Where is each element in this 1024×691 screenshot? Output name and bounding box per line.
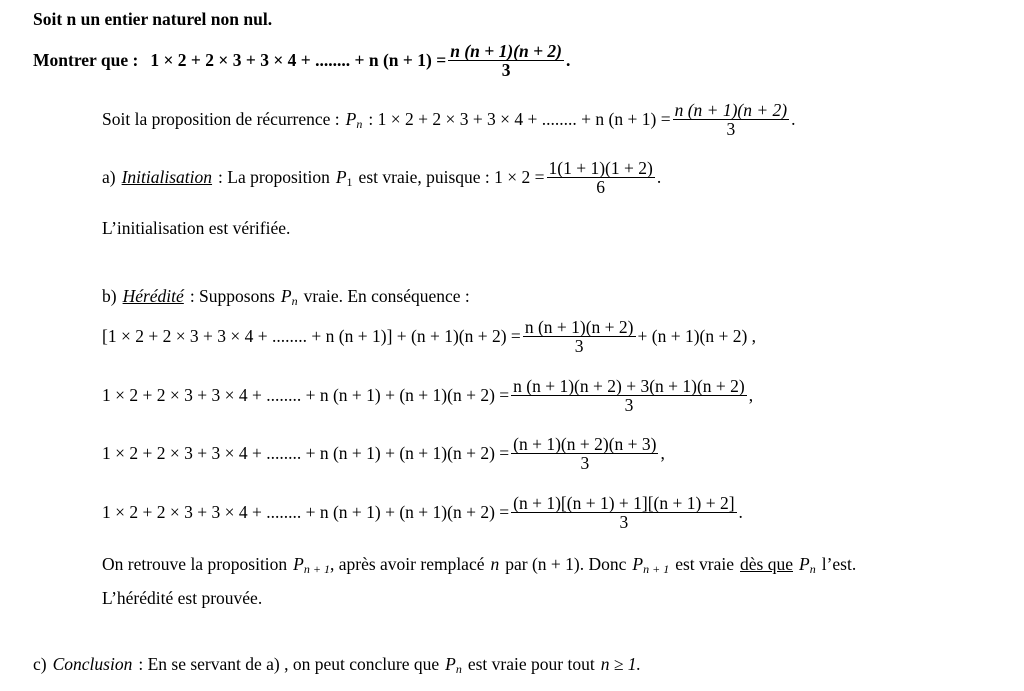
- proposition-symbol: P: [799, 554, 810, 574]
- equation-fraction: [523, 318, 636, 356]
- proposition-symbol: P: [345, 109, 357, 130]
- fraction-numerator: 1(1 + 1)(1 + 2): [548, 158, 653, 178]
- section-title-initialisation: Initialisation: [121, 167, 213, 188]
- fraction-numerator: n (n + 1)(n + 2): [674, 100, 788, 120]
- equation-tail: ,: [748, 385, 754, 406]
- punctuation: .: [791, 109, 796, 130]
- fraction-denominator: 3: [624, 395, 634, 416]
- conclusion-line: [33, 654, 641, 675]
- fraction-numerator: n (n + 1)(n + 2) + 3(n + 1)(n + 2): [513, 376, 745, 396]
- section-title-conclusion: Conclusion: [52, 654, 133, 674]
- fraction-numerator: n (n + 1)(n + 2): [524, 317, 634, 337]
- punctuation: .: [566, 50, 571, 71]
- variable-n: n: [490, 554, 500, 574]
- equation-lhs: 1 × 2 + 2 × 3 + 3 × 4 + ........ + n (n + 1) + (n + 1)(n + 2) =: [102, 443, 510, 464]
- fraction-numerator: (n + 1)(n + 2)(n + 3): [513, 434, 657, 454]
- heredite-text: : Supposons: [189, 286, 275, 306]
- proposition-symbol: P: [293, 554, 304, 574]
- initialisation-fraction: [547, 159, 655, 197]
- conclusion-text: : En se servant de a) , on peut conclure que: [138, 654, 440, 674]
- statement-line: [33, 9, 272, 30]
- equation-tail: + (n + 1)(n + 2) ,: [637, 326, 757, 347]
- proposition-subscript: n: [809, 562, 816, 576]
- heredite-conclusion-line: [102, 554, 856, 575]
- proposition-symbol: P: [280, 286, 292, 306]
- equation-4: [102, 494, 743, 532]
- proposition-symbol: P: [445, 654, 456, 674]
- equation-fraction: [511, 435, 658, 473]
- equation-fraction: [511, 494, 736, 532]
- item-label: a): [102, 167, 116, 188]
- equation-lhs: 1 × 2 + 2 × 3 + 3 × 4 + ........ + n (n + 1) + (n + 1)(n + 2) =: [102, 502, 510, 523]
- initialisation-text-2: est vraie, puisque : 1 × 2 =: [358, 167, 545, 188]
- item-label: c): [33, 654, 47, 674]
- proposition-subscript: n + 1: [303, 562, 330, 576]
- equation-3: [102, 435, 665, 473]
- conclusion-text: l’est.: [821, 554, 857, 574]
- initialisation-text: : La proposition: [218, 167, 330, 188]
- fraction-denominator: 3: [574, 336, 584, 357]
- proposition-subscript: n: [291, 294, 298, 308]
- proposition-subscript: n: [455, 662, 462, 676]
- fraction-denominator: 3: [619, 512, 629, 533]
- equation-1: [102, 318, 756, 356]
- prove-lhs: 1 × 2 + 2 × 3 + 3 × 4 + ........ + n (n + 1) =: [150, 50, 447, 71]
- proposition-line: [102, 101, 796, 139]
- prove-line: [33, 42, 570, 80]
- conclusion-text: est vraie: [675, 554, 735, 574]
- condition: n ≥ 1.: [600, 654, 641, 674]
- proposition-symbol: P: [335, 167, 347, 188]
- heredite-line: [102, 286, 470, 307]
- conclusion-text: On retrouve la proposition: [102, 554, 288, 574]
- heredite-proven-line: [102, 588, 262, 609]
- section-title-heredite: Hérédité: [122, 286, 184, 306]
- initialisation-verified: L’initialisation est vérifiée.: [102, 218, 291, 238]
- initialisation-line: [102, 159, 661, 197]
- fraction-denominator: 3: [501, 60, 511, 81]
- equation-2: [102, 377, 753, 415]
- fraction-numerator: n (n + 1)(n + 2): [450, 41, 563, 61]
- underlined-des-que: dès que: [740, 554, 793, 574]
- initialisation-verified-line: [102, 218, 290, 239]
- statement-text: Soit n un entier naturel non nul.: [33, 9, 273, 29]
- equation-tail: ,: [660, 443, 665, 464]
- proposition-fraction: [673, 101, 790, 139]
- proposition-lhs: : 1 × 2 + 2 × 3 + 3 × 4 + ........ + n (n + 1) =: [368, 109, 671, 130]
- item-label: b): [102, 286, 117, 306]
- prove-label: Montrer que :: [33, 50, 139, 71]
- proposition-subscript: n + 1: [643, 562, 670, 576]
- heredite-proven: L’hérédité est prouvée.: [102, 588, 263, 608]
- proposition-subscript: 1: [346, 175, 353, 190]
- proposition-intro: Soit la proposition de récurrence :: [102, 109, 340, 130]
- conclusion-text: par (n + 1). Donc: [505, 554, 627, 574]
- fraction-denominator: 3: [726, 119, 736, 140]
- equation-lhs: [1 × 2 + 2 × 3 + 3 × 4 + ........ + n (n + 1)] + (n + 1)(n + 2) =: [102, 326, 521, 347]
- fraction-denominator: 3: [580, 453, 590, 474]
- punctuation: .: [656, 167, 662, 188]
- proposition-subscript: n: [356, 117, 363, 132]
- proposition-symbol: P: [632, 554, 644, 574]
- conclusion-text: , après avoir remplacé: [329, 554, 485, 574]
- fraction-denominator: 6: [596, 177, 606, 198]
- conclusion-text-2: est vraie pour tout: [467, 654, 595, 674]
- heredite-text-2: vraie. En conséquence :: [303, 286, 470, 306]
- equation-lhs: 1 × 2 + 2 × 3 + 3 × 4 + ........ + n (n + 1) + (n + 1)(n + 2) =: [102, 385, 510, 406]
- equation-fraction: [511, 377, 747, 415]
- fraction-numerator: (n + 1)[(n + 1) + 1][(n + 1) + 2]: [513, 493, 735, 513]
- prove-fraction: [448, 42, 564, 80]
- equation-tail: .: [738, 502, 743, 523]
